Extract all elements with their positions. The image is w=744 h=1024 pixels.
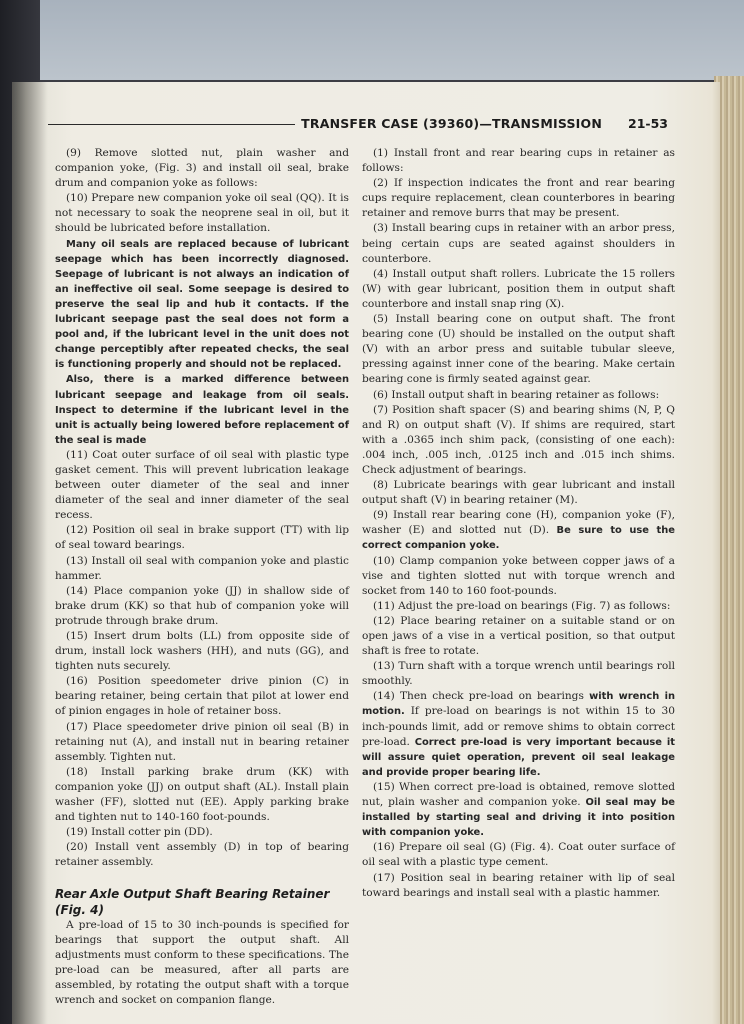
paragraph: (15) Insert drum bolts (LL) from opposite side of drum, install lock washers (HH), and nuts (GG), and tighten nuts securely. bbox=[55, 630, 349, 673]
paragraph: (11) Coat outer surface of oil seal with plastic type gasket cement. This will prevent lubrication leakage between outer diameter of the seal and inner diameter of the seal and inner diameter of the seal recess. bbox=[55, 448, 349, 522]
page-number: 21-53 bbox=[628, 115, 668, 131]
paragraph-text: (9) Install rear bearing cone (H), companion yoke (F), washer (E) and slotted nut (D). bbox=[362, 509, 675, 537]
paragraph: (9) Remove slotted nut, plain washer and companion yoke, (Fig. 3) and install oil seal, brake drum and companion yoke as follows: bbox=[55, 147, 349, 190]
paragraph: (19) Install cotter pin (DD). bbox=[66, 826, 213, 839]
paragraph: (18) Install parking brake drum (KK) with companion yoke (JJ) on output shaft (AL). Install plain washer (FF), slotted nut (EE). Apply parking brake and tighten nut to 140-160 foot-pounds. bbox=[55, 765, 349, 824]
paragraph: (12) Position oil seal in brake support (TT) with lip of seal toward bearings. bbox=[55, 524, 349, 552]
emphasis-text: Correct pre-load is very important because it will assure quiet operation, prevent oil seal leakage and provide proper bearing life. bbox=[362, 736, 675, 778]
paragraph bbox=[362, 689, 675, 780]
paragraph: (17) Place speedometer drive pinion oil seal (B) in retaining nut (A), and install nut in bearing retainer assembly. Tighten nut. bbox=[55, 720, 349, 763]
emphasis-text: with wrench in motion. bbox=[362, 691, 675, 718]
emphasis-text: Be sure to use the correct companion yoke. bbox=[362, 525, 675, 552]
running-header bbox=[48, 113, 668, 133]
paragraph: (13) Turn shaft with a torque wrench until bearings roll smoothly. bbox=[362, 660, 675, 688]
paragraph: (16) Prepare oil seal (G) (Fig. 4). Coat outer surface of oil seal with a plastic type cement. bbox=[362, 841, 675, 869]
left-column bbox=[55, 146, 349, 1008]
emphasis-paragraph: Also, there is a marked difference between lubricant seepage and leakage from oil seals. Inspect to determine if the lubricant level in the unit is actually being lowered before replacement of the seal is made bbox=[55, 374, 349, 446]
paragraph: (6) Install output shaft in bearing retainer as follows: bbox=[373, 388, 660, 401]
paragraph: (3) Install bearing cups in retainer with an arbor press, being certain cups are seated against shoulders in counterbore. bbox=[362, 222, 675, 265]
paragraph: (17) Position seal in bearing retainer with lip of seal toward bearings and install seal with a plastic hammer. bbox=[362, 871, 675, 899]
paragraph-text: (14) Then check pre-load on bearings bbox=[373, 690, 590, 703]
header-rule bbox=[48, 124, 295, 125]
paragraph: (1) Install front and rear bearing cups in retainer as follows: bbox=[362, 147, 675, 175]
emphasis-paragraph: Many oil seals are replaced because of lubricant seepage which has been incorrectly diagnosed. Seepage of lubricant is not always an indication of an ineffective oil seal. Some seepage is desired to preserve the seal lip and hub it contacts. If the lubricant seepage past the seal does not form a pool and, if the lubricant level in the unit does not change perceptibly after repeated checks, the seal is functioning properly and should not be replaced. bbox=[55, 238, 349, 371]
paragraph: (7) Position shaft spacer (S) and bearing shims (N, P, Q and R) on output shaft (V). If shims are required, start with a .0365 inch shim pack, (consisting of one each): .004 inch, .005 inch, .0125 inch and .015 inch shims. Check adjustment of bearings. bbox=[362, 403, 675, 476]
paragraph-text: If pre-load on bearings is not within 15 to 30 inch-pounds limit, add or remove shims to obtain correct pre-load. bbox=[362, 705, 675, 748]
background-surface bbox=[40, 0, 744, 80]
header-title: TRANSFER CASE (39360)—TRANSMISSION bbox=[301, 115, 603, 131]
paragraph: (14) Place companion yoke (JJ) in shallow side of brake drum (KK) so that hub of companion yoke will protrude through brake drum. bbox=[55, 584, 349, 627]
paragraph: (10) Clamp companion yoke between copper jaws of a vise and tighten slotted nut with torque wrench and socket from 140 to 160 foot-pounds. bbox=[362, 554, 675, 597]
paragraph: A pre-load of 15 to 30 inch-pounds is specified for bearings that support the output shaft. All adjustments must conform to these specifications. The pre-load can be measured, after all parts are assembled, by rotating the output shaft with a torque wrench and socket on companion flange. bbox=[55, 918, 349, 1006]
paragraph bbox=[362, 780, 675, 840]
paragraph: (5) Install bearing cone on output shaft. The front bearing cone (U) should be installed on the output shaft (V) with an arbor press and suitable tubular sleeve, pressing against inner cone of the bearing. Make certain bearing cone is firmly seated against gear. bbox=[362, 313, 675, 386]
paragraph: (13) Install oil seal with companion yoke and plastic hammer. bbox=[55, 554, 349, 582]
paragraph: (16) Position speedometer drive pinion (C) in bearing retainer, being certain that pilot at lower end of pinion engages in hole of retainer boss. bbox=[55, 675, 349, 718]
paragraph: (10) Prepare new companion yoke oil seal (QQ). It is not necessary to soak the neoprene seal in oil, but it should be lubricated before installation. bbox=[55, 192, 349, 235]
paragraph: (11) Adjust the pre-load on bearings (Fig. 7) as follows: bbox=[373, 599, 671, 612]
section-heading: Rear Axle Output Shaft Bearing Retainer (Fig. 4) bbox=[55, 886, 330, 917]
paragraph: (8) Lubricate bearings with gear lubricant and install output shaft (V) in bearing retainer (M). bbox=[362, 479, 675, 507]
right-column bbox=[362, 146, 675, 901]
paragraph: (12) Place bearing retainer on a suitable stand or on open jaws of a vise in a vertical position, so that output shaft is free to rotate. bbox=[362, 614, 675, 658]
emphasis-text: Oil seal may be installed by starting seal and driving it into position with companion yoke. bbox=[362, 797, 675, 839]
paragraph-text: (15) When correct pre-load is obtained, remove slotted nut, plain washer and companion yoke. bbox=[362, 780, 675, 809]
paragraph bbox=[362, 508, 675, 553]
paragraph: (4) Install output shaft rollers. Lubricate the 15 rollers (W) with gear lubricant, position them in output shaft counterbore and install snap ring (X). bbox=[362, 267, 675, 310]
paragraph: (20) Install vent assembly (D) in top of bearing retainer assembly. bbox=[55, 841, 349, 869]
paragraph: (2) If inspection indicates the front and rear bearing cups require replacement, clean counterbores in bearing retainer and remove burrs that may be present. bbox=[362, 177, 675, 220]
